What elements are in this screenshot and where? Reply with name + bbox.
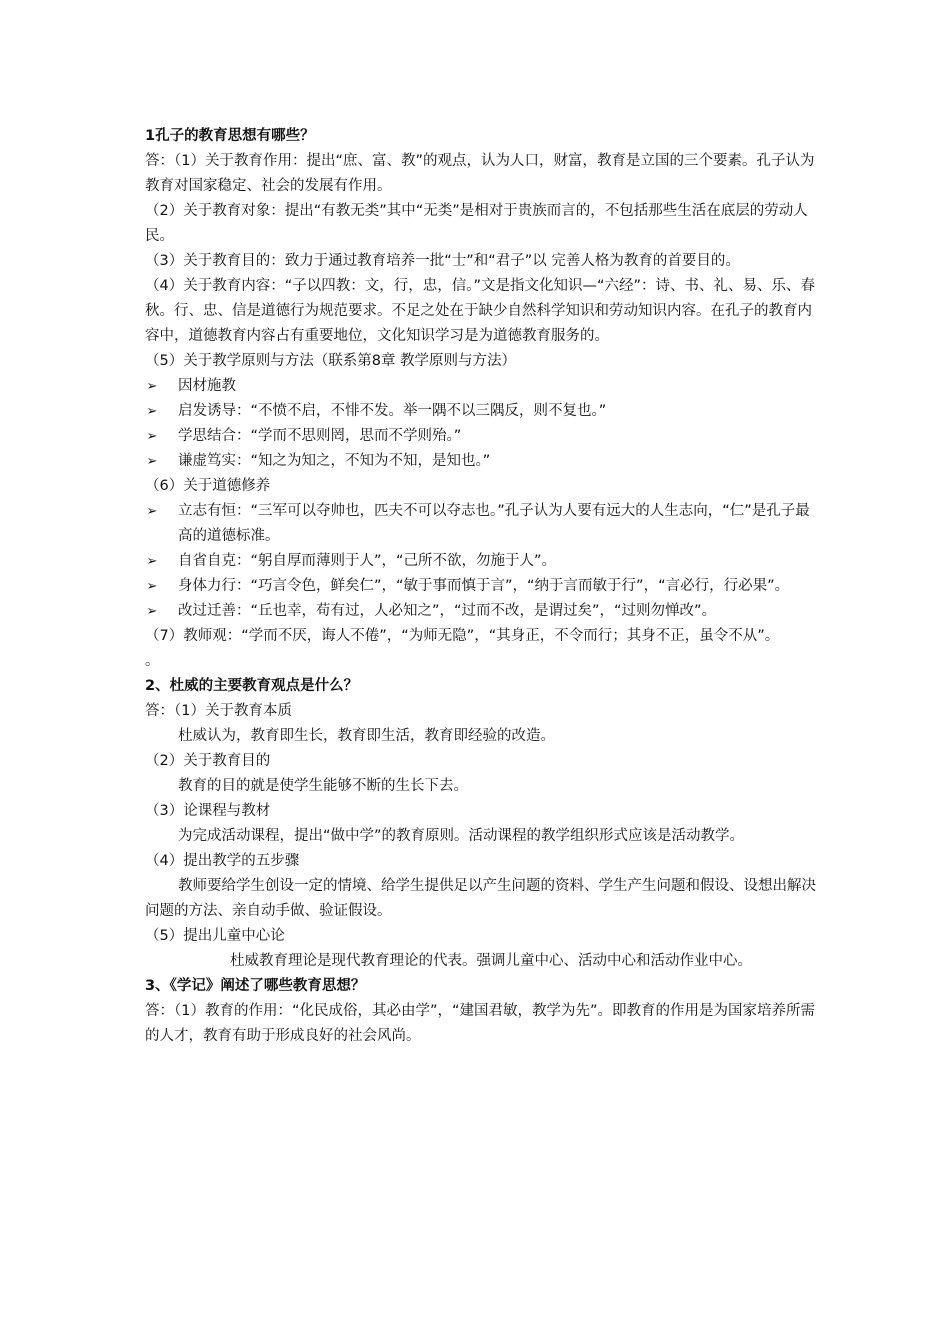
q2-heading-4: （4）提出教学的五步骤 <box>145 853 300 869</box>
q1-answer-1: 答：（1）关于教育作用：提出“庶、富、教”的观点，认为人口，财富，教育是立国的三个要素。孔子认为教育对国家稳定、社会的发展有作用。 <box>145 153 815 194</box>
q2-heading-2: （2）关于教育目的 <box>145 753 271 769</box>
q2-paragraph-3: 为完成活动课程，提出“做中学”的教育原则。活动课程的教学组织形式应该是活动教学。 <box>178 828 745 844</box>
q1-answer-7: （7）教师观：“学而不厌，诲人不倦”，“为师无隐”，“其身正，不令而行；其身不正，虽令不从”。 <box>145 628 780 644</box>
bullet-arrow-icon: ➢ <box>146 404 158 419</box>
q1-answer-4: （4）关于教育内容：“子以四教：文，行，忠，信。”文是指文化知识—“六经”：诗、书、礼、易、乐、春秋。行、忠、信是道德行为规范要求。不足之处在于缺少自然科学知识和劳动知识内容。在孔子的教育内容中，道德教育内容占有重要地位，文化知识学习是为道德教育服务的。 <box>145 278 816 344</box>
bullet-arrow-icon: ➢ <box>146 429 158 444</box>
list-item: ➢ 立志有恒：“三军可以夺帅也，匹夫不可以夺志也。”孔子认为人要有远大的人生志向，“仁”是孔子最高的道德标准。 <box>145 499 817 549</box>
q2-heading-5: （5）提出儿童中心论 <box>145 928 285 944</box>
list-item: ➢ 谦虚笃实：“知之为知之，不知为不知，是知也。” <box>145 449 817 474</box>
q3-answer-1: 答：（1）教育的作用：“化民成俗，其必由学”，“建国君敏，教学为先”。即教育的作用是为国家培养所需的人才，教育有助于形成良好的社会风尚。 <box>145 1003 816 1044</box>
question-2-title: 2、杜威的主要教育观点是什么？ <box>145 678 359 694</box>
bullet-arrow-icon: ➢ <box>146 604 158 619</box>
q2-paragraph-2: 教育的目的就是使学生能够不断的生长下去。 <box>178 778 468 794</box>
list-item: ➢ 学思结合：“学而不思则罔，思而不学则殆。” <box>145 424 817 449</box>
q2-paragraph-1: 杜威认为，教育即生长，教育即生活，教育即经验的改造。 <box>178 728 555 744</box>
bullet-arrow-icon: ➢ <box>146 379 158 394</box>
q1-answer-2: （2）关于教育对象：提出“有教无类”其中“无类”是相对于贵族而言的，不包括那些生活在底层的劳动人民。 <box>145 203 808 244</box>
bullet-arrow-icon: ➢ <box>146 454 158 469</box>
question-3-title: 3、《学记》阐述了哪些教育思想？ <box>145 978 366 994</box>
list-item: ➢ 因材施教 <box>145 374 817 399</box>
bullet-arrow-icon: ➢ <box>146 554 158 569</box>
bullet-arrow-icon: ➢ <box>146 504 158 519</box>
document-page <box>145 124 817 1049</box>
q2-heading-1: 答：（1）关于教育本质 <box>145 703 292 719</box>
list-item: ➢ 自省自克：“躬自厚而薄则于人”，“己所不欲，勿施于人”。 <box>145 549 817 574</box>
q1-answer-5: （5）关于教学原则与方法（联系第8章 教学原则与方法） <box>145 353 517 369</box>
q1-answer-6: （6）关于道德修养 <box>145 478 271 494</box>
q1-end-mark: 。 <box>145 653 160 669</box>
q2-paragraph-4: 教师要给学生创设一定的情境、给学生提供足以产生问题的资料、学生产生问题和假设、设想出解决问题的方法、亲自动手做、验证假设。 <box>145 878 816 919</box>
q2-paragraph-5: 杜威教育理论是现代教育理论的代表。强调儿童中心、活动中心和活动作业中心。 <box>230 953 752 969</box>
bullet-arrow-icon: ➢ <box>146 579 158 594</box>
list-item: ➢ 启发诱导：“不愤不启，不悱不发。举一隅不以三隅反，则不复也。” <box>145 399 817 424</box>
q2-heading-3: （3）论课程与教材 <box>145 803 271 819</box>
q1-answer-3: （3）关于教育目的：致力于通过教育培养一批“士”和“君子”以 完善人格为教育的首要目的。 <box>145 253 740 269</box>
list-item: ➢ 身体力行：“巧言令色，鲜矣仁”，“敏于事而慎于言”，“纳于言而敏于行”，“言必行，行必果”。 <box>145 574 817 599</box>
question-1-title: 1孔子的教育思想有哪些？ <box>145 128 315 144</box>
list-item: ➢ 改过迁善：“丘也幸，苟有过，人必知之”，“过而不改，是谓过矣”，“过则勿惮改”。 <box>145 599 817 624</box>
